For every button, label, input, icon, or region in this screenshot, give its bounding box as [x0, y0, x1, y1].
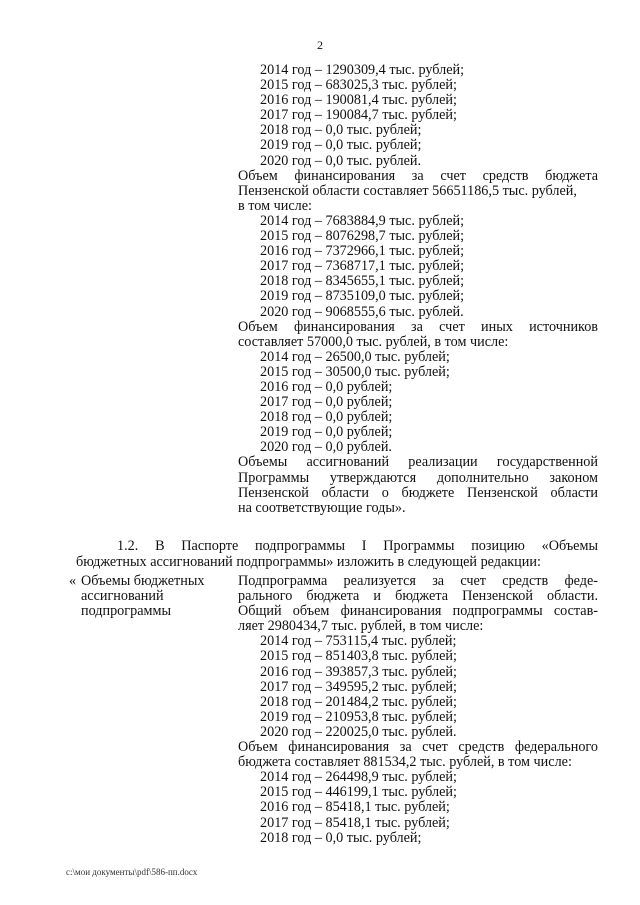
federal-budget-intro — [238, 740, 598, 770]
year-line: 2016 год – 7372966,1 тыс. рублей; — [260, 243, 465, 260]
year-line: 2014 год – 264498,9 тыс. рублей; — [260, 769, 457, 786]
financing-continuation — [238, 63, 598, 516]
year-line: 2018 год – 0,0 тыс. рублей; — [260, 122, 422, 139]
text-line: Объем финансирования за счет средств федерального — [238, 739, 598, 756]
year-line: 2018 год – 8345655,1 тыс. рублей; — [260, 273, 465, 290]
cell-line: Объемы бюджетных — [81, 573, 205, 589]
year-line: 2019 год – 0,0 рублей; — [260, 424, 393, 441]
text-line: бюджета составляет 881534,2 тыс. рублей, в том числе: — [238, 754, 572, 771]
text-line: в том числе: — [238, 197, 312, 214]
other-sources-intro — [238, 320, 598, 350]
text-line: Объем финансирования за счет иных источников — [238, 318, 598, 335]
year-line: 2019 год – 8735109,0 тыс. рублей; — [260, 288, 465, 305]
year-line: 2015 год – 30500,0 тыс. рублей; — [260, 363, 450, 380]
year-line: 2015 год – 683025,3 тыс. рублей; — [260, 77, 457, 94]
year-line: 2020 год – 9068555,6 тыс. рублей. — [260, 303, 464, 320]
section-1-2-paragraph — [76, 538, 598, 570]
closing-paragraph — [238, 455, 598, 515]
year-line: 2014 год – 753115,4 тыс. рублей; — [260, 633, 457, 650]
text-line: бюджетных ассигнований подпрограммы» изложить в следующей редакции: — [76, 554, 541, 571]
year-line: 2017 год – 0,0 рублей; — [260, 394, 393, 411]
text-line: Пензенской области о бюджете Пензенской области — [238, 484, 598, 501]
year-line: 2020 год – 0,0 тыс. рублей. — [260, 152, 422, 169]
year-line: 2017 год – 349595,2 тыс. рублей; — [260, 678, 457, 695]
year-line: 2017 год – 85418,1 тыс. рублей; — [260, 814, 450, 831]
year-line: 2020 год – 0,0 рублей. — [260, 439, 392, 456]
cell-line: ассигнований — [81, 588, 164, 605]
year-line: 2019 год – 0,0 тыс. рублей; — [260, 137, 422, 154]
text-line: Общий объем финансирования подпрограммы состав- — [238, 603, 598, 620]
text-line: на соответствующие годы». — [238, 499, 406, 516]
text-line: Пензенской области составляет 56651186,5 тыс. рублей, — [238, 182, 577, 199]
text-line: составляет 57000,0 тыс. рублей, в том числе: — [238, 333, 509, 350]
year-line: 2014 год – 26500,0 тыс. рублей; — [260, 348, 450, 365]
table-left-cell — [69, 574, 229, 619]
text-line: Объемы ассигнований реализации государственной — [238, 454, 598, 471]
funding-lines-a — [238, 63, 598, 169]
subprogram-intro — [238, 574, 598, 634]
year-line: 2016 год – 393857,3 тыс. рублей; — [260, 663, 457, 680]
year-line: 2015 год – 446199,1 тыс. рублей; — [260, 784, 457, 801]
funding-lines-d — [238, 634, 598, 740]
year-line: 2015 год – 851403,8 тыс. рублей; — [260, 648, 457, 665]
year-line: 2018 год – 0,0 тыс. рублей; — [260, 829, 422, 846]
year-line: 2014 год – 7683884,9 тыс. рублей; — [260, 212, 465, 229]
year-line: 2016 год – 190081,4 тыс. рублей; — [260, 92, 457, 109]
year-line: 2018 год – 0,0 рублей; — [260, 409, 393, 426]
text-line: Объем финансирования за счет средств бюджета — [238, 167, 598, 184]
year-line: 2019 год – 210953,8 тыс. рублей; — [260, 708, 457, 725]
funding-lines-c — [238, 350, 598, 456]
opening-quote: « — [69, 573, 77, 589]
year-line: 2017 год – 190084,7 тыс. рублей; — [260, 107, 457, 124]
file-path-footer: c:\мои документы\pdf\586-пп.docx — [66, 867, 198, 877]
regional-budget-intro — [238, 169, 598, 214]
funding-lines-e — [238, 770, 598, 845]
year-line: 2016 год – 0,0 рублей; — [260, 378, 393, 395]
year-line: 2018 год – 201484,2 тыс. рублей; — [260, 693, 457, 710]
year-line: 2015 год – 8076298,7 тыс. рублей; — [260, 228, 465, 245]
text-line: ляет 2980434,7 тыс. рублей, в том числе: — [238, 618, 484, 635]
text-line: 1.2. В Паспорте подпрограммы I Программы позицию «Объемы — [117, 538, 598, 554]
table-right-cell — [238, 574, 598, 846]
text-line: рального бюджета и бюджета Пензенской области. — [238, 588, 598, 605]
cell-line: подпрограммы — [81, 603, 171, 620]
text-line: Программы утверждаются дополнительно законом — [238, 469, 598, 486]
funding-lines-b — [238, 214, 598, 320]
year-line: 2014 год – 1290309,4 тыс. рублей; — [260, 62, 465, 78]
year-line: 2016 год – 85418,1 тыс. рублей; — [260, 799, 450, 816]
page-number: 2 — [317, 38, 323, 52]
year-line: 2020 год – 220025,0 тыс. рублей. — [260, 723, 457, 740]
year-line: 2017 год – 7368717,1 тыс. рублей; — [260, 258, 465, 275]
text-line: Подпрограмма реализуется за счет средств феде- — [238, 573, 598, 589]
